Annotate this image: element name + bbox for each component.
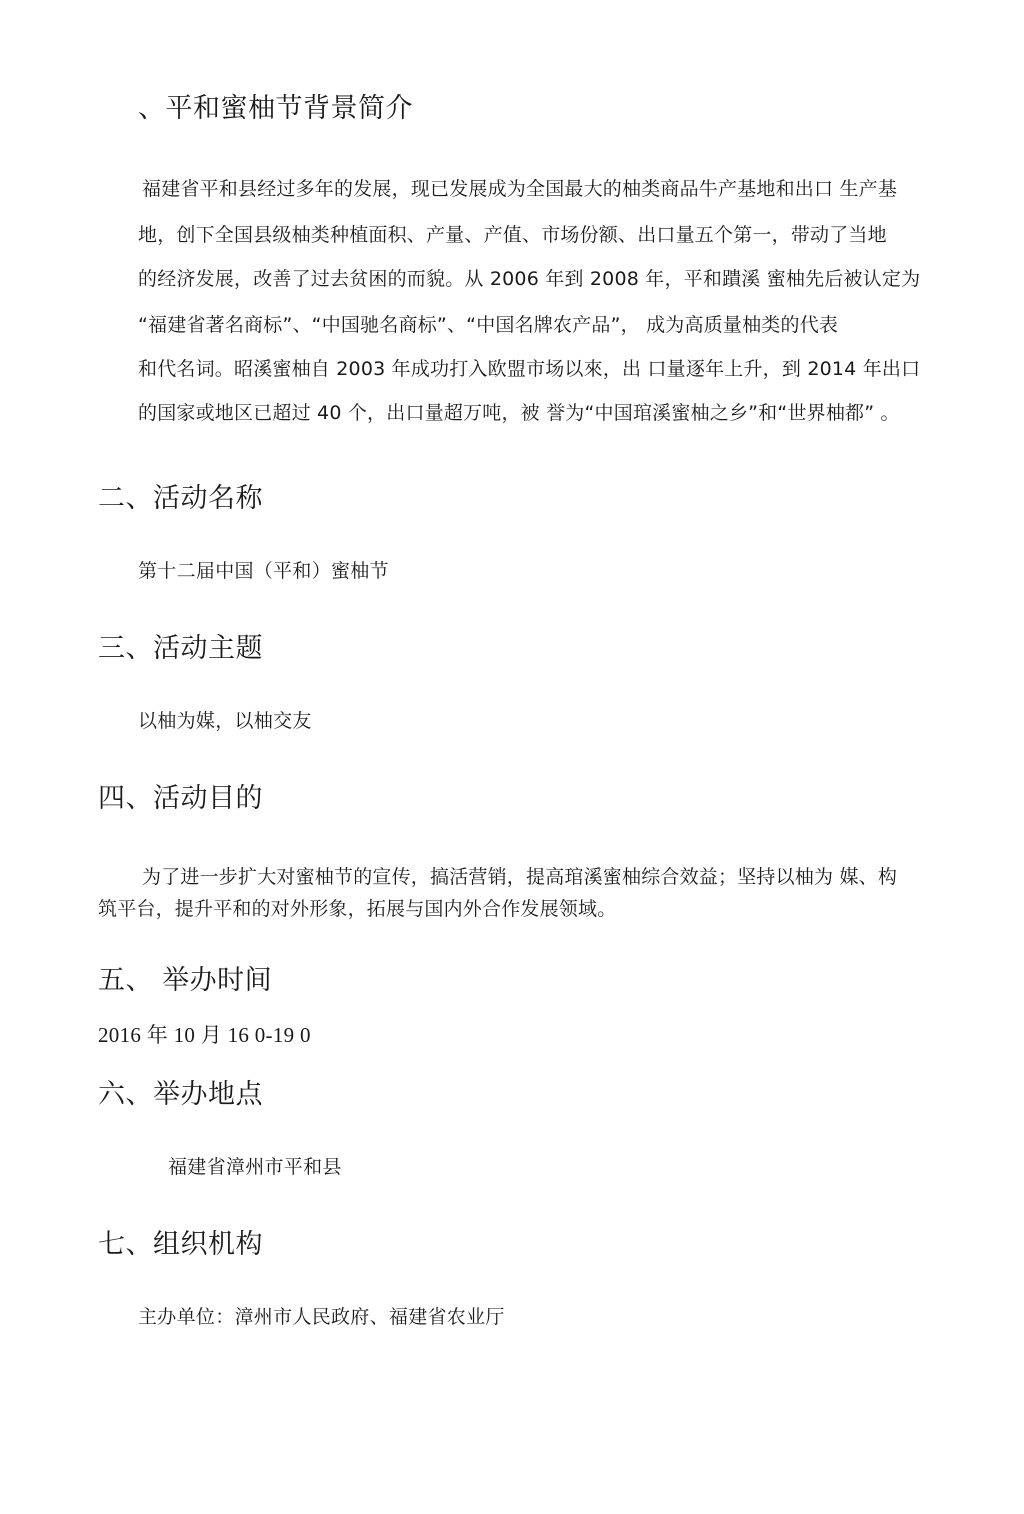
section2-heading: 二、活动名称 — [98, 483, 263, 514]
section4-heading: 四、活动目的 — [98, 783, 263, 814]
section1-line-5: 和代名词。昭溪蜜柚自 2003 年成功打入欧盟市场以來，出 口量逐年上升，到 2014 年出口 — [138, 358, 921, 380]
section6-heading: 六、举办地点 — [98, 1079, 263, 1110]
section5-date: 2016 年 10 月 16 0-19 0 — [98, 1023, 311, 1047]
section1-line-6: 的国家或地区已超过 40 个，出口量超万吨，被 誉为“中国琯溪蜜柚之乡”和“世界柚都” 。 — [138, 402, 900, 424]
section1-line-4: “福建省著名商标”、“中国驰名商标”、“中国名牌农产品”， 成为高质量柚类的代表 — [138, 314, 839, 336]
section2-text: 第十二届中国（平和）蜜柚节 — [138, 560, 389, 582]
section4-line-2: 筑平台，提升平和的对外形象，拓展与国内外合作发展领域。 — [98, 898, 617, 920]
section6-text: 福建省漳州市平和县 — [168, 1156, 342, 1178]
section5-heading: 五、 举办时间 — [98, 965, 273, 996]
section1-line-1: 福建省平和县经过多年的发展，现已发展成为全国最大的柚类商品牛产基地和出口 生产基 — [142, 178, 898, 200]
section1-heading: 、平和蜜柚节背景简介 — [138, 93, 413, 124]
section1-line-3: 的经济发展，改善了过去贫困的而貌。从 2006 年到 2008 年，平和蹪溪 蜜柚先后被认定为 — [138, 268, 921, 290]
section3-text: 以柚为媒，以柚交友 — [138, 710, 312, 732]
section7-heading: 七、组织机构 — [98, 1229, 263, 1260]
section3-heading: 三、活动主题 — [98, 633, 263, 664]
section1-line-2: 地，创下全国县级柚类种植面积、产量、产值、市场份额、出口量五个第一，带动了当地 — [138, 224, 887, 246]
section4-line-1: 为了进一步扩大对蜜柚节的宣传，搞活营销，提高琯溪蜜柚综合效益；坚持以柚为 媒、构 — [142, 866, 898, 888]
section7-text: 主办单位：漳州市人民政府、福建省农业厅 — [138, 1306, 505, 1328]
